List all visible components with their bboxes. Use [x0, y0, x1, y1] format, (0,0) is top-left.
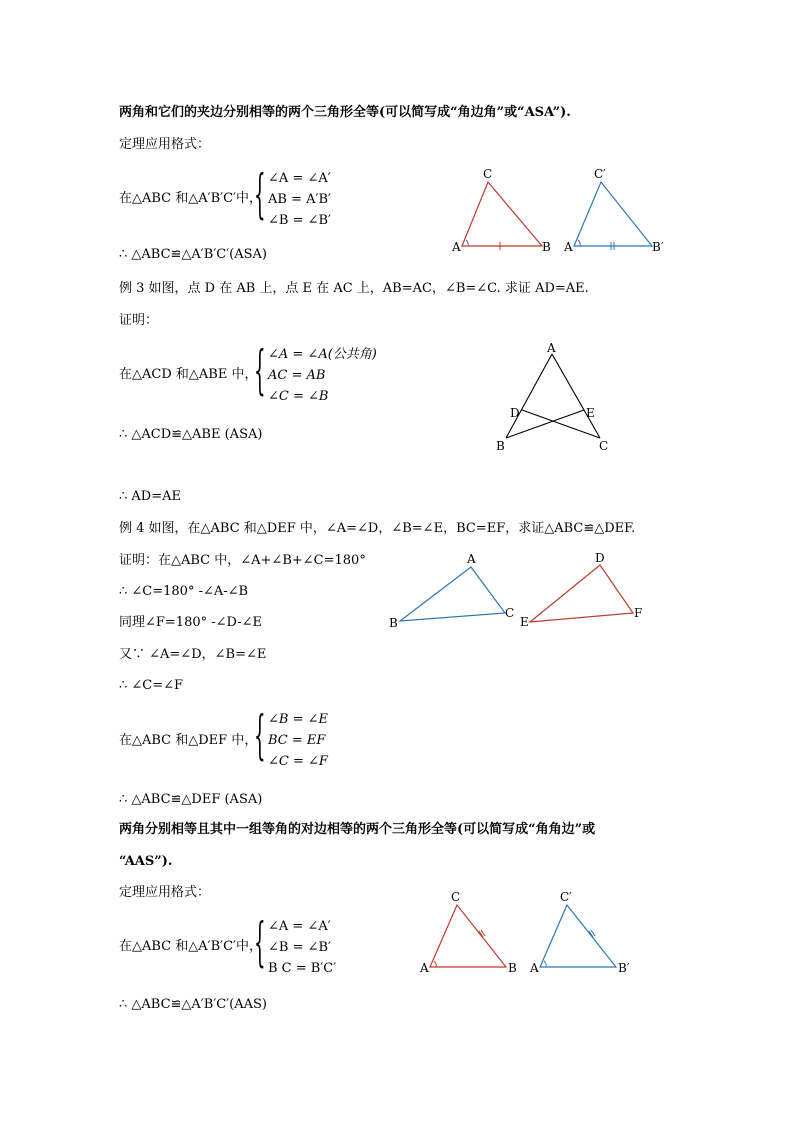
brace: {	[254, 165, 266, 225]
label-a-prime: A	[530, 961, 539, 975]
label-b: B	[508, 961, 517, 975]
asa-figure	[440, 160, 680, 260]
label-e: E	[520, 615, 529, 629]
example4-figure	[385, 545, 655, 635]
label-b-prime: B′	[652, 240, 664, 254]
brace: {	[254, 913, 266, 973]
triangle-abc-prime-blue	[563, 167, 664, 254]
condition: ∠A = ∠A′	[268, 171, 331, 186]
example4-line: 证明：在△ABC 中，∠A+∠B+∠C=180°	[119, 553, 366, 568]
example3-title: 例 3 如图，点 D 在 AB 上，点 E 在 AC 上，AB=AC，∠B=∠C. 求证 AD=AE.	[119, 281, 589, 296]
example4-line: ∴ ∠C=180° -∠A-∠B	[119, 584, 249, 599]
condition: ∠B = ∠B′	[268, 940, 332, 955]
label-d: D	[510, 406, 520, 420]
condition: ∠A = ∠A(公共角)	[268, 347, 377, 362]
example4-line: 同理∠F=180° -∠D-∠E	[119, 615, 262, 630]
asa-format-label: 定理应用格式：	[119, 137, 211, 152]
aas-theorem-statement-cont: “AAS”).	[119, 854, 173, 869]
label-c: C	[505, 606, 515, 620]
condition: ∠C = ∠F	[268, 754, 328, 769]
triangle-abc-prime-blue	[529, 890, 630, 975]
aas-conclusion: ∴ △ABC≌△A′B′C′(AAS)	[119, 997, 267, 1012]
triangle-abc-blue	[389, 552, 514, 630]
label-c: C	[599, 439, 609, 453]
asa-theorem-statement: 两角和它们的夹边分别相等的两个三角形全等(可以简写成“角边角”或“ASA”).	[119, 105, 571, 120]
label-b: B	[542, 240, 551, 254]
example3-conclusion1: ∴ △ACD≌△ABE (ASA)	[119, 427, 263, 442]
condition: BC = EF	[268, 733, 326, 748]
aas-theorem-statement: 两角分别相等且其中一组等角的对边相等的两个三角形全等(可以简写成“角角边”或	[119, 822, 596, 837]
triangle-abc-red	[419, 890, 517, 975]
condition: AB = A′B′	[268, 192, 331, 207]
triangle-abc-red	[451, 167, 551, 254]
example3-proof-label: 证明：	[119, 313, 159, 328]
label-c-prime: C′	[560, 890, 572, 904]
aas-intro: 在△ABC 和△A′B′C′中，	[119, 939, 263, 954]
brace: {	[254, 706, 266, 766]
example4-intro: 在△ABC 和△DEF 中，	[119, 733, 258, 748]
label-b-prime: B′	[618, 961, 630, 975]
example3-figure	[490, 338, 620, 458]
label-a: A	[467, 552, 476, 566]
condition: AC = AB	[268, 368, 326, 383]
brace: {	[254, 341, 266, 401]
label-b: B	[496, 439, 505, 453]
label-e: E	[586, 406, 595, 420]
example3-conclusion2: ∴ AD=AE	[119, 489, 181, 504]
aas-figure	[410, 885, 650, 980]
example4-line: ∴ ∠C=∠F	[119, 678, 184, 693]
condition: ∠B = ∠B′	[268, 213, 332, 228]
example4-title: 例 4 如图，在△ABC 和△DEF 中，∠A=∠D，∠B=∠E，BC=EF，求证△ABC≌△DEF.	[119, 521, 636, 536]
label-a: A	[547, 341, 556, 355]
condition: ∠C = ∠B	[268, 389, 329, 404]
label-a-prime: A	[564, 240, 573, 254]
label-c: C	[483, 167, 493, 181]
label-d: D	[595, 551, 605, 565]
condition: ∠B = ∠E	[268, 712, 328, 727]
example4-conclusion: ∴ △ABC≌△DEF (ASA)	[119, 792, 263, 807]
example3-intro: 在△ACD 和△ABE 中，	[119, 367, 258, 382]
condition: ∠A = ∠A′	[268, 919, 331, 934]
asa-intro: 在△ABC 和△A′B′C′中，	[119, 191, 263, 206]
aas-format-label: 定理应用格式：	[119, 885, 211, 900]
label-a: A	[420, 961, 429, 975]
example4-line: 又∵ ∠A=∠D，∠B=∠E	[119, 647, 267, 662]
label-f: F	[634, 606, 643, 620]
condition: B C = B′C′	[268, 961, 337, 976]
triangle-def-red	[520, 551, 642, 629]
label-a: A	[452, 240, 461, 254]
asa-conclusion: ∴ △ABC≌△A′B′C′(ASA)	[119, 247, 267, 262]
label-c: C	[451, 890, 461, 904]
label-c-prime: C′	[594, 167, 606, 181]
label-b: B	[389, 616, 398, 630]
